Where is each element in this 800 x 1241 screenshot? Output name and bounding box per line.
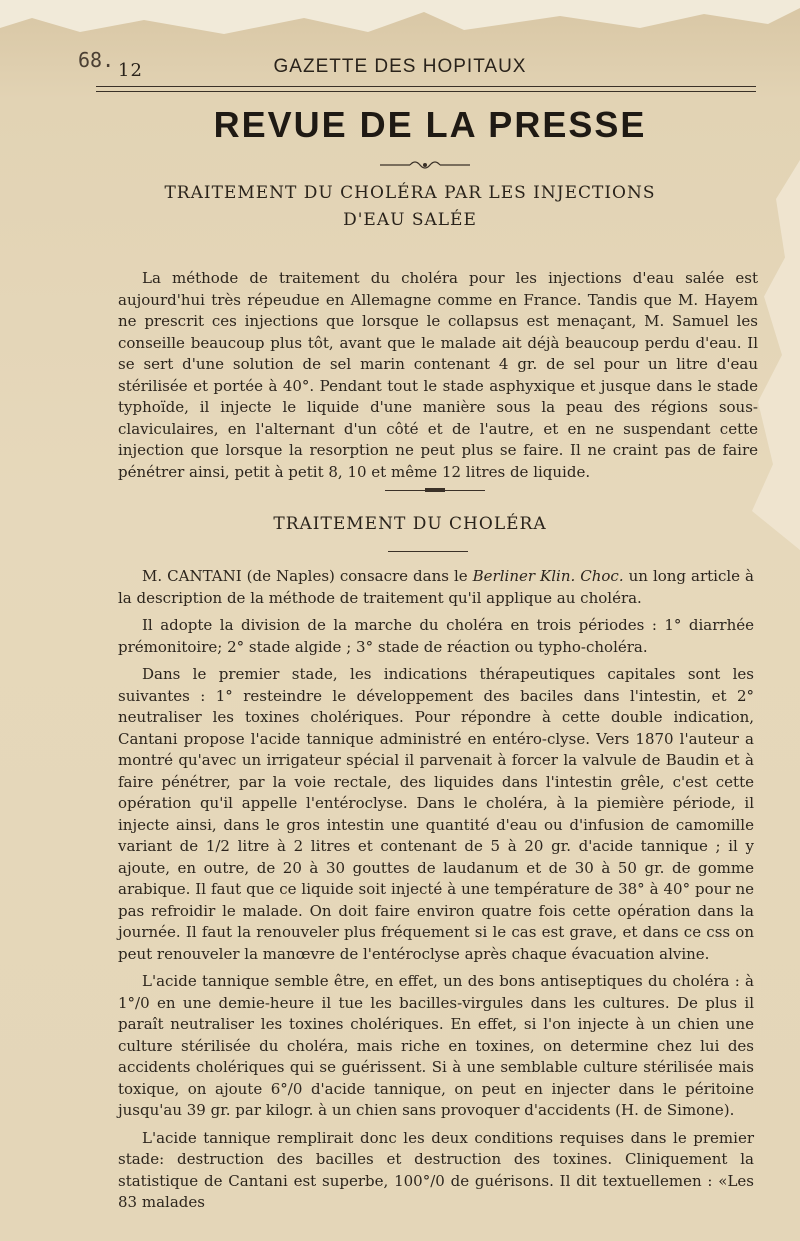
author-name: M. CANTANI	[142, 567, 242, 585]
section1-title-line1: TRAITEMENT DU CHOLÉRA PAR LES INJECTIONS	[164, 183, 656, 203]
section2-paragraph-5: L'acide tannique remplirait donc les deux conditions requises dans le premier stade: destruction des bacilles et destruction des toxines. Cliniquement la statistique de Cantani est superbe, 100°/0 de guérisons. Il dit textuellemen : «Les 83 malades	[118, 1128, 754, 1211]
section-divider	[385, 489, 485, 491]
running-head: GAZETTE DES HOPITAUX	[273, 56, 527, 77]
section2-body	[118, 566, 754, 1214]
page-title: REVUE DE LA PRESSE	[213, 104, 647, 145]
section2-title-rule	[388, 551, 468, 552]
header-rule	[96, 86, 756, 92]
journal-name: Berliner Klin. Choc.	[472, 567, 624, 585]
section2-paragraph-2: Il adopte la division de la marche du choléra en trois périodes : 1° diarrhée prémonitoire; 2° stade algide ; 3° stade de réaction ou typho-choléra.	[118, 616, 754, 656]
section2-paragraph-1	[118, 566, 754, 609]
handwritten-page-number: 68.	[78, 48, 115, 72]
section2-title: TRAITEMENT DU CHOLÉRA	[273, 514, 547, 534]
p1-text-b: un long article à la description de la méthode de traitement qu'il applique au choléra.	[118, 567, 754, 607]
p1-text-a: (de Naples) consacre dans le	[241, 567, 473, 585]
section1-title-line2: D'EAU SALÉE	[343, 210, 477, 230]
page-number: 12	[118, 60, 143, 81]
ornament-divider-icon	[380, 158, 470, 172]
section1-body	[118, 268, 758, 483]
section2-paragraph-4: L'acide tannique semble être, en effet, un des bons antiseptiques du choléra : à 1°/0 en une demie-heure il tue les bacilles-virgules dans les cultures. De plus il paraît neutraliser les toxines cholériques. En effet, si l'on injecte à un chien une culture stérilisée du choléra, mais riche en toxines, on determine chez lui des accidents cholériques qui se guérissent. Si à une semblable culture stérilisée mais toxique, on ajoute 6°/0 d'acide tannique, on peut en injecter dans le péritoine jusqu'au 39 gr. par kilogr. à un chien sans provoquer d'accidents (H. de Simone).	[118, 972, 754, 1119]
torn-top-edge	[0, 0, 800, 40]
section1-paragraph: La méthode de traitement du choléra pour les injections d'eau salée est aujourd'hui très répeudue en Allemagne comme en France. Tandis que M. Hayem ne prescrit ces injections que lorsque le collapsus est menaçant, M. Samuel les conseille beaucoup plus tôt, avant que le malade ait déjà beaucoup perdu d'eau. Il se sert d'une solution de sel marin contenant 4 gr. de sel pour un litre d'eau stérilisée et portée à 40°. Pendant tout le stade asphyxique et jusque dans le stade typhoïde, il injecte le liquide d'une manière sous la peau des régions sous-claviculaires, en l'alternant d'un côté et de l'autre, et en ne suspendant cette injection que lorsque la resorption ne peut plus se faire. Il ne craint pas de faire pénétrer ainsi, petit à petit 8, 10 et même 12 litres de liquide.	[118, 269, 758, 481]
section1-title	[80, 180, 740, 234]
section2-paragraph-3: Dans le premier stade, les indications thérapeutiques capitales sont les suivantes : 1° resteindre le développement des baciles dans l'intestin, et 2° neutraliser les toxines cholériques. Pour répondre à cette double indication, Cantani propose l'acide tannique administré en entéro-clyse. Vers 1870 l'auteur a montré qu'avec un irrigateur spécial il parvenait à forcer la valvule de Baudin et à faire pénétrer, par la voie rectale, des liquides dans l'intestin grêle, c'est cette opération qu'il appelle l'entéroclyse. Dans le choléra, à la piemière période, il injecte ainsi, dans le gros intestin une quantité d'eau ou d'infusion de camomille variant de 1/2 litre à 2 litres et contenant de 5 à 20 gr. d'acide tannique ; il y ajoute, en outre, de 20 à 30 gouttes de laudanum et de 30 à 50 gr. de gomme arabique. Il faut que ce liquide soit injecté à une température de 38° à 40° pour ne pas refroidir le malade. On doit faire environ quatre fois cette opération dans la journée. Il faut la renouveler plus fréquement si le cas est grave, et dans ce css on peut renouveler la manœvre de l'entéroclyse après chaque évacuation alvine.	[118, 665, 754, 963]
